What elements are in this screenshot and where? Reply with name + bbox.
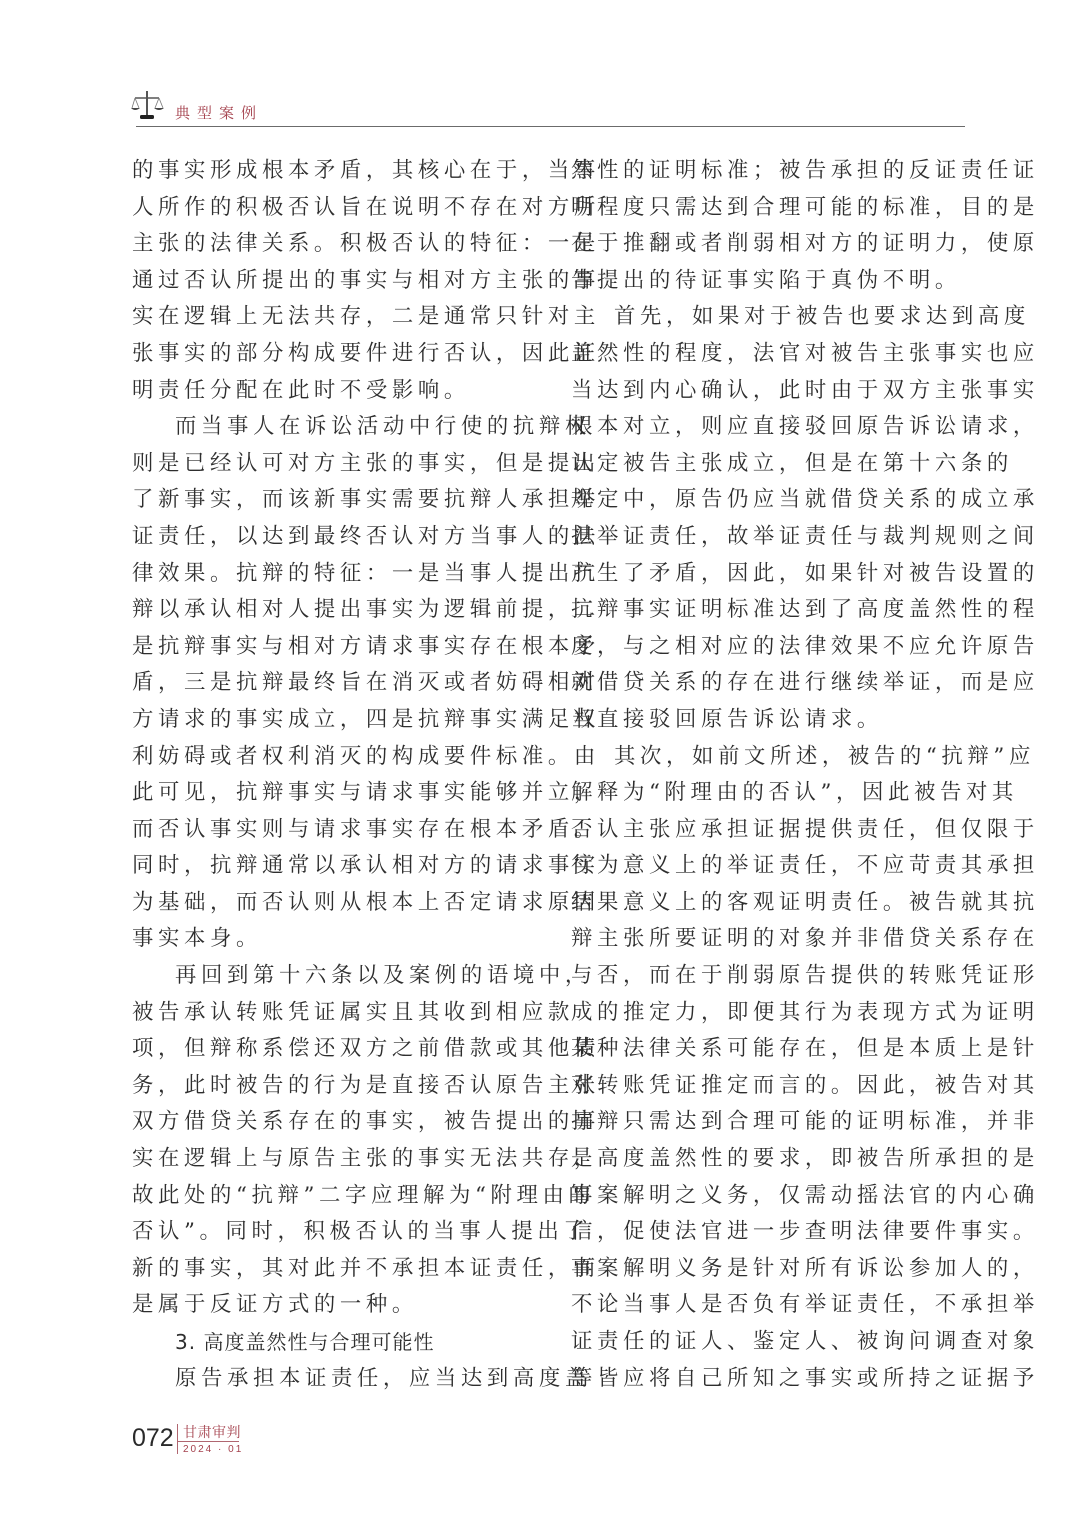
text-line: 当达到内心确认，此时由于双方主张事实	[571, 377, 1039, 403]
scale-of-justice-icon	[130, 88, 164, 122]
text-line: 律效果。抗辩的特征：一是当事人提出抗	[132, 560, 600, 586]
text-line: 结果意义上的客观证明责任。被告就其抗	[571, 889, 1039, 915]
text-line: 事案解明之义务，仅需动摇法官的内心确	[571, 1182, 1039, 1208]
text-line: 行为意义上的举证责任，不应苛责其承担	[571, 853, 1039, 879]
text-line: 事实本身。	[132, 926, 262, 952]
text-line: 而当事人在诉讼活动中行使的抗辩权	[175, 414, 591, 440]
text-line: 根本对立，则应直接驳回原告诉讼请求，	[571, 414, 1039, 440]
right-column	[571, 153, 1039, 1397]
text-line: 盖然性的程度，法官对被告主张事实也应	[571, 340, 1039, 366]
text-line: 首先，如果对于被告也要求达到高度	[614, 304, 1030, 330]
subsection-heading: 3. 高度盖然性与合理可能性	[175, 1330, 435, 1354]
text-line: 成的推定力，即便其行为表现方式为证明	[571, 999, 1039, 1025]
text-line: 辩以承认相对人提出事实为逻辑前提，二	[132, 597, 600, 623]
page-header	[128, 88, 965, 128]
text-line: 张事实的部分构成要件进行否认，因此证	[132, 340, 600, 366]
text-line: 度，与之相对应的法律效果不应允许原告	[571, 633, 1039, 659]
text-line: 然性的证明标准；被告承担的反证责任证	[571, 158, 1039, 183]
text-line: 产生了矛盾，因此，如果针对被告设置的	[571, 560, 1039, 586]
text-line: 事案解明义务是针对所有诉讼参加人的，	[571, 1255, 1039, 1281]
text-line: 为基础，而否认则从根本上否定请求原因	[132, 889, 600, 915]
text-line: 实在逻辑上与原告主张的事实无法共存，	[132, 1146, 600, 1172]
page-footer	[132, 1420, 332, 1470]
left-column	[132, 153, 600, 1397]
text-line: 被告承认转账凭证属实且其收到相应款	[132, 999, 574, 1025]
text-line: 实在逻辑上无法共存，二是通常只针对主	[132, 304, 600, 330]
text-line: 盾，三是抗辩最终旨在消灭或者妨碍相对	[132, 670, 600, 696]
text-line: 证责任，以达到最终否认对方当事人的法	[132, 523, 600, 549]
text-line: 证责任的证人、鉴定人、被询问调查对象	[571, 1329, 1039, 1354]
text-line: 新的事实，其对此并不承担本证责任，而	[132, 1255, 600, 1281]
section-title: 典型案例	[175, 104, 264, 122]
text-line: 在于推翻或者削弱相对方的证明力，使原	[571, 231, 1039, 257]
text-line: 对转账凭证推定而言的。因此，被告对其	[571, 1072, 1039, 1098]
text-line: 不论当事人是否负有举证责任，不承担举	[571, 1292, 1039, 1318]
text-line: 人所作的积极否认旨在说明不存在对方所	[132, 194, 600, 220]
page-number: 072	[132, 1424, 174, 1452]
text-line: 的事实形成根本矛盾，其核心在于，当事	[132, 158, 600, 183]
header-divider	[136, 126, 965, 127]
text-line: 原告承担本证责任，应当达到高度盖	[175, 1365, 591, 1391]
text-line: 某种法律关系可能存在，但是本质上是针	[571, 1036, 1039, 1062]
text-line: 等皆应将自己所知之事实或所持之证据予	[571, 1365, 1039, 1391]
text-line: 抗辩事实证明标准达到了高度盖然性的程	[571, 597, 1039, 623]
text-line: 是高度盖然性的要求，即被告所承担的是	[571, 1146, 1039, 1172]
text-line: 是属于反证方式的一种。	[132, 1292, 418, 1318]
text-line: 了新事实，而该新事实需要抗辩人承担举	[132, 487, 600, 513]
text-line: 通过否认所提出的事实与相对方主张的事	[132, 267, 600, 293]
text-line: 而否认事实则与请求事实存在根本矛盾。	[132, 816, 600, 842]
text-line: 担举证责任，故举证责任与裁判规则之间	[571, 523, 1039, 549]
text-line: 双方借贷关系存在的事实，被告提出的事	[132, 1109, 600, 1135]
text-line: 否认”。同时，积极否认的当事人提出了	[132, 1219, 590, 1245]
text-line: 此可见，抗辩事实与请求事实能够并立，	[132, 780, 600, 806]
text-line: 方请求的事实成立，四是抗辩事实满足权	[132, 706, 600, 732]
text-line: 规定中，原告仍应当就借贷关系的成立承	[571, 487, 1039, 513]
text-line: 抗辩只需达到合理可能的证明标准，并非	[571, 1109, 1039, 1135]
magazine-name: 甘肃审判	[183, 1425, 241, 1441]
footer-divider-vertical	[177, 1424, 178, 1454]
text-line: 同时，抗辩通常以承认相对方的请求事实	[132, 853, 600, 879]
text-line: 告提出的待证事实陷于真伪不明。	[571, 267, 961, 293]
text-line: 否认主张应承担证据提供责任，但仅限于	[571, 816, 1039, 842]
text-line: 当直接驳回原告诉讼请求。	[571, 706, 883, 732]
text-line: 认定被告主张成立，但是在第十六条的	[571, 450, 1013, 476]
text-line: 项，但辩称系偿还双方之前借款或其他债	[132, 1036, 600, 1062]
text-line: 信，促使法官进一步查明法律要件事实。	[571, 1219, 1039, 1245]
text-line: 明程度只需达到合理可能的标准，目的是	[571, 194, 1039, 220]
text-line: 利妨碍或者权利消灭的构成要件标准。由	[132, 743, 600, 769]
text-line: 主张的法律关系。积极否认的特征：一是	[132, 231, 600, 257]
text-line: 是抗辩事实与相对方请求事实存在根本矛	[132, 633, 600, 659]
text-line: 务，此时被告的行为是直接否认原告主张	[132, 1072, 600, 1098]
text-line: 则是已经认可对方主张的事实，但是提出	[132, 450, 600, 476]
text-line: 明责任分配在此时不受影响。	[132, 377, 470, 403]
text-line: 解释为“附理由的否认”，因此被告对其	[571, 780, 1018, 806]
text-line: 辩主张所要证明的对象并非借贷关系存在	[571, 926, 1039, 952]
text-line: 故此处的“抗辩”二字应理解为“附理由的	[132, 1182, 595, 1208]
text-line: 再回到第十六条以及案例的语境中，	[175, 963, 591, 989]
text-line: 其次，如前文所述，被告的“抗辩”应	[614, 743, 1035, 769]
magazine-issue: 2024 · 01	[183, 1444, 244, 1455]
text-line: 与否，而在于削弱原告提供的转账凭证形	[571, 963, 1039, 989]
text-line: 就借贷关系的存在进行继续举证，而是应	[571, 670, 1039, 696]
